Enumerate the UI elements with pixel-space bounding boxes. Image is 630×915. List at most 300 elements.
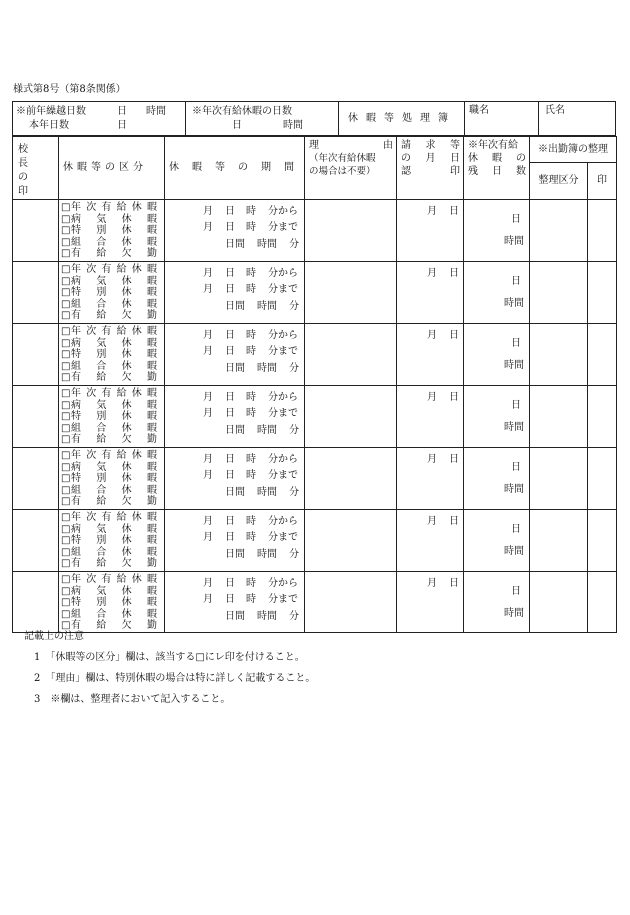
category-label: 特別休暇	[71, 597, 157, 608]
request-char-1: 請	[401, 140, 411, 151]
category-option[interactable]	[61, 225, 164, 237]
leave-period-cell[interactable]	[165, 572, 305, 633]
principal-seal-cell[interactable]	[13, 510, 59, 572]
leave-entry-row	[13, 200, 617, 262]
category-option[interactable]	[61, 349, 164, 361]
period-to-unit: 日	[225, 408, 235, 419]
period-to-unit: 分まで	[268, 594, 298, 605]
period-total-unit: 日間	[225, 363, 245, 374]
note-item: 3 ※欄は、整理者において記入すること。	[34, 694, 231, 705]
period-from-unit: 分から	[268, 392, 298, 403]
carryover-day-unit: 日	[117, 106, 127, 117]
seal-cell[interactable]	[588, 262, 617, 324]
leave-category-header: 休暇等の区分	[59, 137, 165, 200]
checkbox-icon[interactable]: □	[61, 248, 71, 259]
category-label: 有給欠勤	[71, 496, 157, 507]
request-date-cell[interactable]	[397, 200, 464, 262]
period-from-unit: 分から	[268, 578, 298, 589]
reason-cell[interactable]	[305, 262, 397, 324]
request-date-cell[interactable]	[397, 262, 464, 324]
annual-leave-days-label: ※年次有給休暇の日数	[192, 106, 292, 117]
category-option[interactable]	[61, 237, 164, 249]
principal-seal-header: 校長の印	[13, 137, 59, 200]
checkbox-icon[interactable]: □	[61, 275, 71, 287]
annual-hour-unit: 時間	[283, 120, 303, 131]
category-option[interactable]	[61, 473, 164, 485]
request-day-unit: 日	[449, 268, 459, 279]
reason-cell[interactable]	[305, 510, 397, 572]
request-date-cell[interactable]	[397, 510, 464, 572]
reason-char-2: 由	[383, 140, 393, 151]
category-option[interactable]	[61, 202, 164, 214]
request-month-unit: 月	[427, 578, 437, 589]
checkbox-icon[interactable]: □	[61, 202, 71, 213]
reason-char-1: 理	[309, 140, 319, 151]
category-option[interactable]	[61, 547, 164, 559]
classification-header: 整理区分	[530, 162, 588, 199]
remaining-hour-unit: 時間	[504, 236, 524, 247]
checkbox-icon[interactable]: □	[61, 585, 71, 597]
request-day-unit: 日	[449, 206, 459, 217]
remaining-char-4: 残	[468, 166, 478, 177]
category-label: 特別休暇	[71, 411, 157, 422]
category-option[interactable]	[61, 299, 164, 311]
category-option[interactable]	[61, 558, 164, 570]
reason-header	[305, 137, 397, 200]
leave-period-cell[interactable]	[165, 262, 305, 324]
category-label: 組合休暇	[71, 360, 157, 372]
classification-cell[interactable]	[530, 572, 588, 633]
category-label: 年次有給休暇	[71, 450, 157, 461]
period-from-unit: 日	[225, 454, 235, 465]
period-from-unit: 月	[203, 578, 213, 589]
remaining-char-6: 数	[516, 166, 526, 177]
period-from-unit: 月	[203, 268, 213, 279]
period-total-unit: 分	[289, 301, 299, 312]
category-label: 病気休暇	[71, 585, 157, 597]
checkbox-icon[interactable]: □	[61, 264, 71, 275]
current-year-label: 本年日数	[29, 120, 69, 131]
request-char-5: 月	[425, 153, 436, 164]
period-from-unit: 日	[225, 516, 235, 527]
request-char-7: 認	[401, 166, 411, 177]
request-date-cell[interactable]	[397, 448, 464, 510]
period-total-unit: 時間	[257, 549, 277, 560]
summary-header	[12, 101, 616, 136]
category-label: 組合休暇	[71, 298, 157, 310]
checkbox-icon[interactable]: □	[61, 310, 71, 321]
principal-seal-cell[interactable]	[13, 448, 59, 510]
category-option[interactable]	[61, 400, 164, 412]
checkbox-icon[interactable]: □	[61, 337, 71, 349]
remaining-hour-unit: 時間	[504, 298, 524, 309]
category-option[interactable]	[61, 609, 164, 621]
remaining-day-unit: 日	[511, 338, 521, 349]
period-to-unit: 分まで	[268, 408, 298, 419]
remaining-days-cell[interactable]	[464, 510, 530, 572]
checkbox-icon[interactable]: □	[61, 535, 71, 546]
leave-period-cell[interactable]	[165, 510, 305, 572]
leave-entry-row	[13, 324, 617, 386]
remaining-hour-unit: 時間	[504, 422, 524, 433]
category-label: 特別休暇	[71, 287, 157, 298]
request-day-unit: 日	[449, 454, 459, 465]
checkbox-icon[interactable]: □	[61, 349, 71, 360]
category-option[interactable]	[61, 338, 164, 350]
reason-line3: の場合は不要）	[309, 166, 376, 177]
reason-cell[interactable]	[305, 200, 397, 262]
checkbox-icon[interactable]: □	[61, 512, 71, 523]
category-option[interactable]	[61, 586, 164, 598]
category-label: 特別休暇	[71, 535, 157, 546]
category-label: 有給欠勤	[71, 248, 157, 259]
category-label: 年次有給休暇	[71, 264, 157, 275]
checkbox-icon[interactable]: □	[61, 496, 71, 507]
category-option[interactable]	[61, 411, 164, 423]
checkbox-icon[interactable]: □	[61, 287, 71, 298]
category-option[interactable]	[61, 597, 164, 609]
carryover-label: ※前年繰越日数	[16, 106, 86, 117]
period-to-unit: 日	[225, 594, 235, 605]
category-label: 有給欠勤	[71, 620, 157, 631]
checkbox-icon[interactable]: □	[61, 298, 71, 310]
checkbox-icon[interactable]: □	[61, 422, 71, 434]
checkbox-icon[interactable]: □	[61, 236, 71, 248]
period-to-unit: 時	[246, 346, 256, 357]
remaining-day-unit: 日	[511, 276, 521, 287]
classification-cell[interactable]	[530, 324, 588, 386]
period-to-unit: 日	[225, 532, 235, 543]
reason-cell[interactable]	[305, 324, 397, 386]
category-option[interactable]	[61, 462, 164, 474]
leave-category-cell	[59, 572, 165, 633]
name-label: 氏名	[545, 105, 565, 116]
period-to-unit: 時	[246, 594, 256, 605]
period-to-unit: 月	[203, 284, 213, 295]
category-option[interactable]	[61, 326, 164, 338]
category-option[interactable]	[61, 423, 164, 435]
period-total-unit: 分	[289, 487, 299, 498]
checkbox-icon[interactable]: □	[61, 450, 71, 461]
category-label: 病気休暇	[71, 523, 157, 535]
reason-cell[interactable]	[305, 572, 397, 633]
classification-cell[interactable]	[530, 386, 588, 448]
period-total-unit: 時間	[257, 487, 277, 498]
period-from-unit: 分から	[268, 330, 298, 341]
period-total-unit: 日間	[225, 425, 245, 436]
leave-category-cell	[59, 448, 165, 510]
period-from-unit: 月	[203, 330, 213, 341]
period-from-unit: 分から	[268, 516, 298, 527]
carryover-hour-unit: 時間	[146, 106, 166, 117]
period-to-unit: 時	[246, 222, 256, 233]
period-from-unit: 月	[203, 454, 213, 465]
category-label: 特別休暇	[71, 473, 157, 484]
classification-cell[interactable]	[530, 200, 588, 262]
category-label: 病気休暇	[71, 461, 157, 473]
period-total-unit: 分	[289, 425, 299, 436]
remaining-days-cell[interactable]	[464, 572, 530, 633]
principal-seal-cell[interactable]	[13, 324, 59, 386]
period-total-unit: 分	[289, 611, 299, 622]
period-from-unit: 日	[225, 330, 235, 341]
remaining-day-unit: 日	[511, 214, 521, 225]
notes-heading: 記載上の注意	[24, 631, 84, 642]
request-month-unit: 月	[427, 330, 437, 341]
category-label: 組合休暇	[71, 422, 157, 434]
leave-entry-row	[13, 386, 617, 448]
checkbox-icon[interactable]: □	[61, 372, 71, 383]
remaining-hour-unit: 時間	[504, 546, 524, 557]
period-from-unit: 時	[246, 578, 256, 589]
remaining-header	[464, 137, 530, 200]
category-label: 組合休暇	[71, 546, 157, 558]
remaining-days-cell[interactable]	[464, 200, 530, 262]
period-from-unit: 時	[246, 454, 256, 465]
category-option[interactable]	[61, 276, 164, 288]
category-option[interactable]	[61, 310, 164, 322]
request-month-unit: 月	[427, 206, 437, 217]
period-from-unit: 時	[246, 268, 256, 279]
register-title: 休暇等処理簿	[348, 113, 456, 124]
checkbox-icon[interactable]: □	[61, 484, 71, 496]
request-char-3: 等	[450, 140, 460, 151]
period-total-unit: 時間	[257, 611, 277, 622]
leave-period-cell[interactable]	[165, 200, 305, 262]
period-total-unit: 日間	[225, 549, 245, 560]
leave-period-cell[interactable]	[165, 386, 305, 448]
seal-cell[interactable]	[588, 572, 617, 633]
category-label: 特別休暇	[71, 349, 157, 360]
category-label: 組合休暇	[71, 608, 157, 620]
leave-category-cell	[59, 386, 165, 448]
remaining-day-unit: 日	[511, 462, 521, 473]
leave-entry-row	[13, 448, 617, 510]
leave-register-table	[12, 136, 617, 633]
period-total-unit: 日間	[225, 487, 245, 498]
reason-cell[interactable]	[305, 386, 397, 448]
period-from-unit: 月	[203, 206, 213, 217]
checkbox-icon[interactable]: □	[61, 399, 71, 411]
period-total-unit: 時間	[257, 425, 277, 436]
category-option[interactable]	[61, 450, 164, 462]
leave-entry-row	[13, 572, 617, 633]
principal-seal-cell[interactable]	[13, 386, 59, 448]
classification-cell[interactable]	[530, 448, 588, 510]
category-option[interactable]	[61, 512, 164, 524]
remaining-hour-unit: 時間	[504, 608, 524, 619]
header-row-1	[13, 137, 617, 163]
checkbox-icon[interactable]: □	[61, 461, 71, 473]
category-label: 病気休暇	[71, 213, 157, 225]
remaining-char-2: 暇	[492, 153, 502, 164]
period-to-unit: 日	[225, 470, 235, 481]
checkbox-icon[interactable]: □	[61, 360, 71, 372]
period-from-unit: 日	[225, 578, 235, 589]
period-total-unit: 時間	[257, 301, 277, 312]
remaining-days-cell[interactable]	[464, 324, 530, 386]
leave-category-cell	[59, 510, 165, 572]
checkbox-icon[interactable]: □	[61, 558, 71, 569]
category-label: 年次有給休暇	[71, 574, 157, 585]
request-day-unit: 日	[449, 578, 459, 589]
leave-entry-row	[13, 262, 617, 324]
position-label: 職名	[469, 105, 489, 116]
category-option[interactable]	[61, 388, 164, 400]
category-label: 有給欠勤	[71, 434, 157, 445]
category-label: 病気休暇	[71, 275, 157, 287]
category-option[interactable]	[61, 372, 164, 384]
seal-cell[interactable]	[588, 200, 617, 262]
checkbox-icon[interactable]: □	[61, 523, 71, 535]
period-from-unit: 時	[246, 330, 256, 341]
request-date-cell[interactable]	[397, 572, 464, 633]
request-header	[397, 137, 464, 200]
classification-cell[interactable]	[530, 510, 588, 572]
category-label: 病気休暇	[71, 337, 157, 349]
period-from-unit: 分から	[268, 206, 298, 217]
request-char-2: 求	[425, 140, 436, 151]
attendance-group-header: ※出勤簿の整理	[530, 137, 617, 163]
period-to-unit: 月	[203, 594, 213, 605]
category-option[interactable]	[61, 485, 164, 497]
category-label: 年次有給休暇	[71, 202, 157, 213]
period-to-unit: 分まで	[268, 470, 298, 481]
checkbox-icon[interactable]: □	[61, 608, 71, 620]
period-total-unit: 日間	[225, 301, 245, 312]
request-char-4: の	[401, 153, 411, 164]
category-label: 年次有給休暇	[71, 326, 157, 337]
checkbox-icon[interactable]: □	[61, 620, 71, 631]
period-total-unit: 時間	[257, 239, 277, 250]
request-month-unit: 月	[427, 268, 437, 279]
period-from-unit: 時	[246, 516, 256, 527]
category-option[interactable]	[61, 496, 164, 508]
remaining-char-3: の	[516, 153, 526, 164]
principal-seal-cell[interactable]	[13, 262, 59, 324]
checkbox-icon[interactable]: □	[61, 213, 71, 225]
category-label: 年次有給休暇	[71, 388, 157, 399]
request-date-cell[interactable]	[397, 386, 464, 448]
principal-seal-cell[interactable]	[13, 200, 59, 262]
position-cell	[465, 102, 539, 135]
period-from-unit: 月	[203, 516, 213, 527]
annual-day-unit: 日	[232, 120, 242, 131]
category-label: 病気休暇	[71, 399, 157, 411]
request-day-unit: 日	[449, 516, 459, 527]
leave-period-cell[interactable]	[165, 324, 305, 386]
leave-period-cell[interactable]	[165, 448, 305, 510]
period-from-unit: 分から	[268, 454, 298, 465]
seal-cell[interactable]	[588, 510, 617, 572]
category-option[interactable]	[61, 434, 164, 446]
period-to-unit: 分まで	[268, 284, 298, 295]
remaining-days-cell[interactable]	[464, 262, 530, 324]
checkbox-icon[interactable]: □	[61, 388, 71, 399]
category-label: 有給欠勤	[71, 558, 157, 569]
category-option[interactable]	[61, 361, 164, 373]
seal-cell[interactable]	[588, 448, 617, 510]
principal-seal-cell[interactable]	[13, 572, 59, 633]
category-option[interactable]	[61, 264, 164, 276]
current-year-day-unit: 日	[117, 120, 127, 131]
period-to-unit: 日	[225, 346, 235, 357]
checkbox-icon[interactable]: □	[61, 225, 71, 236]
checkbox-icon[interactable]: □	[61, 546, 71, 558]
request-month-unit: 月	[427, 516, 437, 527]
checkbox-icon[interactable]: □	[61, 597, 71, 608]
period-to-unit: 月	[203, 408, 213, 419]
category-option[interactable]	[61, 524, 164, 536]
seal-cell[interactable]	[588, 324, 617, 386]
remaining-line1: ※年次有給	[468, 140, 518, 151]
carryover-cell	[13, 102, 186, 135]
period-from-unit: 日	[225, 268, 235, 279]
period-from-unit: 日	[225, 392, 235, 403]
period-total-unit: 分	[289, 363, 299, 374]
reason-line2: （年次有給休暇	[309, 153, 376, 164]
period-from-unit: 時	[246, 392, 256, 403]
checkbox-icon[interactable]: □	[61, 411, 71, 422]
classification-cell[interactable]	[530, 262, 588, 324]
notes	[24, 626, 315, 710]
seal-header: 印	[588, 162, 617, 199]
remaining-char-1: 休	[468, 153, 478, 164]
remaining-hour-unit: 時間	[504, 484, 524, 495]
remaining-days-cell[interactable]	[464, 386, 530, 448]
period-to-unit: 月	[203, 470, 213, 481]
category-option[interactable]	[61, 248, 164, 260]
checkbox-icon[interactable]: □	[61, 326, 71, 337]
period-to-unit: 分まで	[268, 222, 298, 233]
period-total-unit: 分	[289, 549, 299, 560]
category-label: 組合休暇	[71, 236, 157, 248]
leave-period-header: 休暇等の期間	[165, 137, 305, 200]
category-option[interactable]	[61, 535, 164, 547]
category-option[interactable]	[61, 287, 164, 299]
period-to-unit: 月	[203, 532, 213, 543]
register-title-cell	[339, 102, 465, 135]
period-to-unit: 時	[246, 470, 256, 481]
checkbox-icon[interactable]: □	[61, 434, 71, 445]
period-to-unit: 時	[246, 284, 256, 295]
remaining-char-5: 日	[492, 166, 502, 177]
category-option[interactable]	[61, 574, 164, 586]
remaining-hour-unit: 時間	[504, 360, 524, 371]
period-total-unit: 時間	[257, 363, 277, 374]
remaining-days-cell[interactable]	[464, 448, 530, 510]
period-from-unit: 時	[246, 206, 256, 217]
form-title: 様式第8号（第8条関係）	[13, 84, 126, 95]
period-to-unit: 月	[203, 346, 213, 357]
reason-cell[interactable]	[305, 448, 397, 510]
checkbox-icon[interactable]: □	[61, 473, 71, 484]
seal-cell[interactable]	[588, 386, 617, 448]
request-date-cell[interactable]	[397, 324, 464, 386]
request-char-6: 日	[450, 153, 460, 164]
note-item: 2 「理由」欄は、特別休暇の場合は特に詳しく記載すること。	[34, 673, 316, 684]
category-label: 年次有給休暇	[71, 512, 157, 523]
request-day-unit: 日	[449, 330, 459, 341]
leave-entry-row	[13, 510, 617, 572]
category-label: 有給欠勤	[71, 372, 157, 383]
period-from-unit: 分から	[268, 268, 298, 279]
period-total-unit: 分	[289, 239, 299, 250]
period-to-unit: 日	[225, 284, 235, 295]
category-option[interactable]	[61, 214, 164, 226]
category-label: 有給欠勤	[71, 310, 157, 321]
checkbox-icon[interactable]: □	[61, 574, 71, 585]
